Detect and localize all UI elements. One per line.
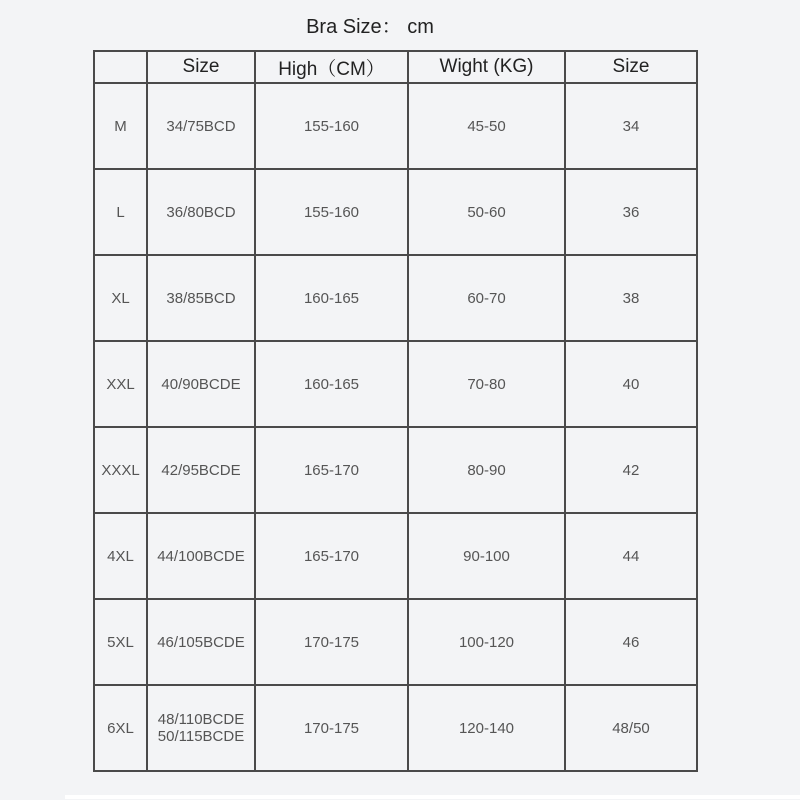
height-cell: 165-170	[255, 513, 408, 599]
bra-size-cell: 38/85BCD	[147, 255, 255, 341]
size-number-cell: 36	[565, 169, 697, 255]
height-cell: 160-165	[255, 255, 408, 341]
table-row	[94, 83, 697, 169]
height-cell: 155-160	[255, 83, 408, 169]
table-row	[94, 513, 697, 599]
size-label-cell: 5XL	[94, 599, 147, 685]
size-label-cell: M	[94, 83, 147, 169]
height-cell: 165-170	[255, 427, 408, 513]
header-cell-size-number: Size	[565, 51, 697, 83]
table-row	[94, 255, 697, 341]
size-chart-table	[93, 50, 698, 772]
table-row	[94, 169, 697, 255]
bra-size-cell: 44/100BCDE	[147, 513, 255, 599]
bra-size-cell: 36/80BCD	[147, 169, 255, 255]
table-row	[94, 427, 697, 513]
size-label-cell: XXL	[94, 341, 147, 427]
weight-cell: 45-50	[408, 83, 565, 169]
bra-size-cell: 48/110BCDE 50/115BCDE	[147, 685, 255, 771]
bra-size-cell: 46/105BCDE	[147, 599, 255, 685]
table-row	[94, 685, 697, 771]
size-number-cell: 40	[565, 341, 697, 427]
header-cell-blank	[94, 51, 147, 83]
bra-size-cell: 40/90BCDE	[147, 341, 255, 427]
bra-size-cell: 42/95BCDE	[147, 427, 255, 513]
weight-cell: 80-90	[408, 427, 565, 513]
header-cell-weight: Wight (KG)	[408, 51, 565, 83]
weight-cell: 60-70	[408, 255, 565, 341]
height-cell: 155-160	[255, 169, 408, 255]
size-number-cell: 34	[565, 83, 697, 169]
height-cell: 170-175	[255, 599, 408, 685]
size-number-cell: 44	[565, 513, 697, 599]
bottom-divider	[65, 795, 800, 799]
size-label-cell: XXXL	[94, 427, 147, 513]
weight-cell: 50-60	[408, 169, 565, 255]
bra-size-cell: 34/75BCD	[147, 83, 255, 169]
size-number-cell: 46	[565, 599, 697, 685]
size-label-cell: L	[94, 169, 147, 255]
weight-cell: 100-120	[408, 599, 565, 685]
weight-cell: 90-100	[408, 513, 565, 599]
table-row	[94, 341, 697, 427]
size-number-cell: 48/50	[565, 685, 697, 771]
height-cell: 160-165	[255, 341, 408, 427]
size-label-cell: XL	[94, 255, 147, 341]
table-row	[94, 599, 697, 685]
size-label-cell: 4XL	[94, 513, 147, 599]
page-title: Bra Size： cm	[306, 16, 434, 38]
header-cell-size: Size	[147, 51, 255, 83]
header-cell-height: High（CM）	[255, 51, 408, 83]
weight-cell: 120-140	[408, 685, 565, 771]
height-cell: 170-175	[255, 685, 408, 771]
size-label-cell: 6XL	[94, 685, 147, 771]
table-header-row	[94, 51, 697, 83]
size-number-cell: 38	[565, 255, 697, 341]
size-number-cell: 42	[565, 427, 697, 513]
weight-cell: 70-80	[408, 341, 565, 427]
